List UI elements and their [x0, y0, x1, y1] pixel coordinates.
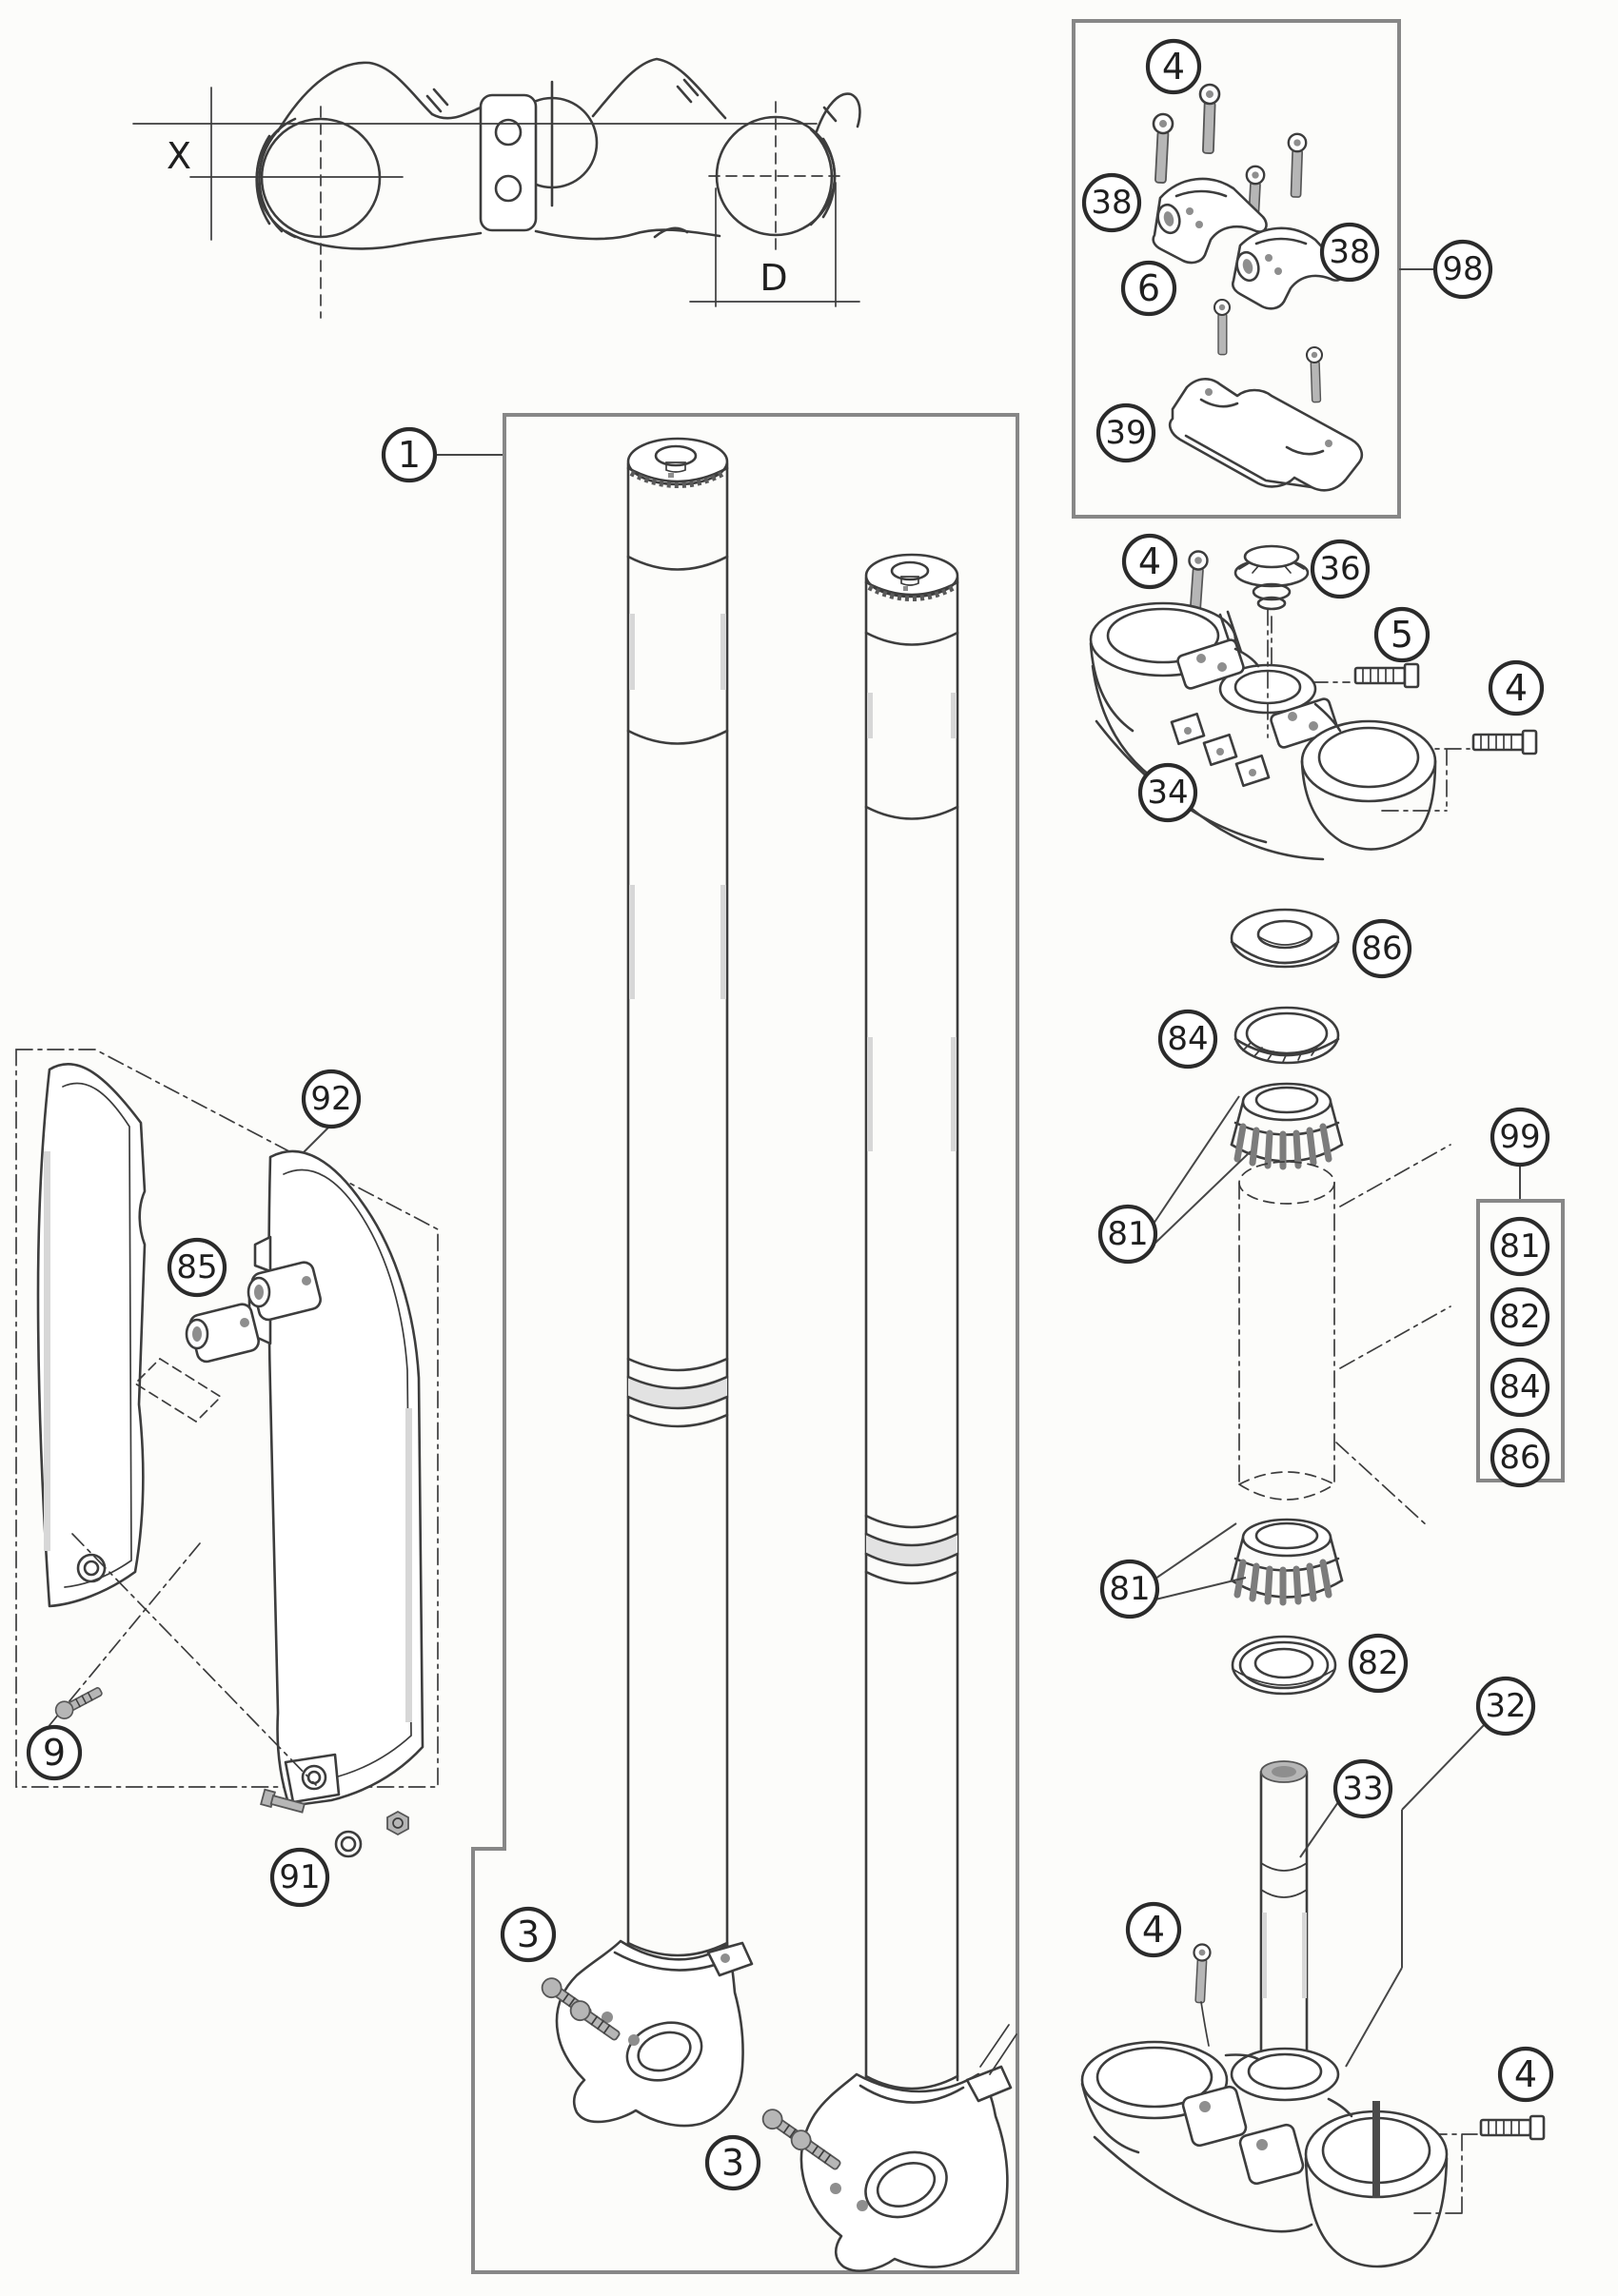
fork-protector-left: [38, 1064, 145, 1606]
part-callout-91: [272, 1850, 327, 1905]
svg-text:39: 39: [1105, 414, 1147, 452]
svg-text:84: 84: [1167, 1020, 1209, 1058]
part-callout-38: [1084, 175, 1139, 230]
part-callout-3: [707, 2137, 759, 2188]
part-callout-99: [1492, 1109, 1548, 1165]
svg-text:1: 1: [397, 434, 422, 476]
bar-mount-bridge: [1170, 379, 1362, 490]
svg-text:33: 33: [1342, 1770, 1384, 1808]
part-callout-36: [1312, 541, 1368, 597]
bearing-stack-upper: [1154, 910, 1450, 1526]
part-callout-33: [1335, 1761, 1391, 1816]
svg-text:38: 38: [1091, 184, 1133, 222]
svg-text:3: 3: [720, 2142, 745, 2184]
bearing-stack-lower: [1155, 1520, 1342, 1694]
part-callout-34: [1140, 765, 1195, 820]
part-callout-84: [1160, 1011, 1215, 1067]
svg-text:91: 91: [279, 1858, 321, 1896]
svg-text:3: 3: [516, 1913, 541, 1955]
part-callout-9: [29, 1727, 80, 1778]
axle-clamp-left: [539, 1941, 752, 2126]
protection-ring: [1232, 910, 1338, 967]
svg-text:86: 86: [1361, 930, 1403, 968]
part-callout-32: [1478, 1678, 1533, 1734]
part-callout-98: [1435, 242, 1490, 297]
part-callout-3: [503, 1909, 554, 1960]
svg-text:4: 4: [1504, 667, 1529, 709]
part-callout-84: [1492, 1360, 1548, 1415]
dimension-d: [690, 183, 859, 306]
dimension-x-label: X: [166, 135, 192, 177]
part-callout-85: [169, 1240, 225, 1295]
svg-text:4: 4: [1137, 540, 1162, 582]
part-callout-39: [1098, 405, 1154, 461]
part-callout-6: [1123, 263, 1174, 314]
part-callout-4: [1128, 1904, 1179, 1955]
part-callout-86: [1492, 1430, 1548, 1485]
axle-clamp-right: [760, 2025, 1016, 2271]
svg-text:98: 98: [1442, 250, 1484, 288]
steering-stem: [1261, 1761, 1307, 2057]
fork-protector-right: [249, 1151, 423, 1806]
callout-layer: [29, 41, 1551, 2188]
svg-text:82: 82: [1357, 1644, 1399, 1682]
svg-text:34: 34: [1147, 774, 1189, 812]
steering-bearing-lower: [1232, 1520, 1342, 1602]
part-callout-4: [1490, 662, 1542, 714]
svg-text:4: 4: [1141, 1909, 1166, 1951]
svg-text:99: 99: [1499, 1118, 1541, 1156]
frame-head-tube-phantom: [1239, 1145, 1450, 1526]
part-callout-82: [1492, 1289, 1548, 1344]
svg-text:4: 4: [1161, 46, 1186, 88]
part-callout-81: [1102, 1561, 1157, 1617]
svg-text:92: 92: [310, 1080, 352, 1118]
part-callout-4: [1124, 536, 1175, 587]
fork-protector-group: [16, 1050, 438, 1856]
part-callout-5: [1376, 609, 1428, 660]
part-callout-38: [1322, 225, 1377, 280]
svg-text:84: 84: [1499, 1368, 1541, 1406]
svg-text:4: 4: [1513, 2053, 1538, 2095]
svg-text:36: 36: [1319, 550, 1361, 588]
part-callout-81: [1492, 1219, 1548, 1274]
lower-clamp-body: [1082, 2042, 1447, 2267]
fork-leg-right: [866, 555, 957, 2089]
svg-text:9: 9: [42, 1732, 67, 1774]
steering-stem-and-lower-clamp: [1082, 1724, 1544, 2267]
top-clamp-top-view: [133, 59, 859, 318]
svg-text:81: 81: [1109, 1570, 1151, 1608]
seal-ring-upper: [1235, 1008, 1338, 1063]
svg-text:32: 32: [1485, 1687, 1527, 1725]
svg-text:86: 86: [1499, 1439, 1541, 1477]
svg-text:81: 81: [1499, 1227, 1541, 1266]
part-callout-86: [1354, 921, 1410, 976]
svg-text:82: 82: [1499, 1298, 1541, 1336]
dimension-d-label: D: [760, 257, 788, 299]
seal-ring-lower: [1233, 1637, 1335, 1694]
svg-text:38: 38: [1329, 233, 1371, 271]
svg-text:6: 6: [1136, 267, 1161, 309]
part-callout-4: [1148, 41, 1199, 92]
part-callout-4: [1500, 2049, 1551, 2100]
part-callout-82: [1351, 1636, 1406, 1691]
part-callout-92: [304, 1071, 359, 1127]
part-callout-1: [384, 429, 435, 481]
part-callout-81: [1100, 1207, 1155, 1262]
fork-leg-left: [628, 439, 727, 1955]
svg-text:85: 85: [176, 1248, 218, 1286]
svg-text:81: 81: [1107, 1215, 1149, 1253]
svg-text:5: 5: [1390, 614, 1414, 656]
